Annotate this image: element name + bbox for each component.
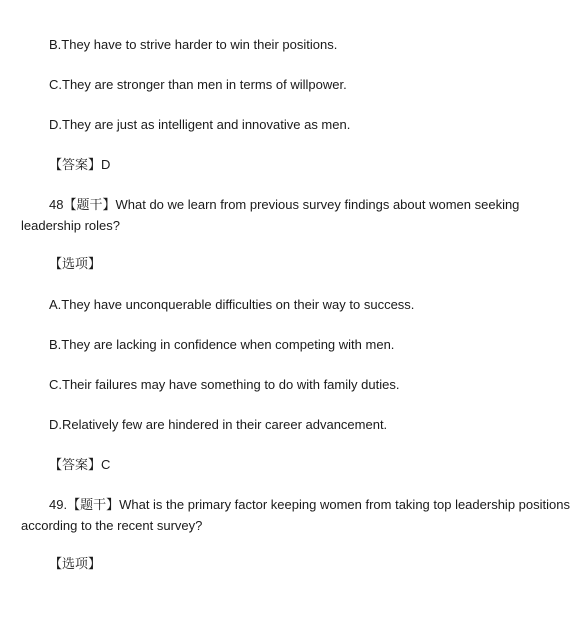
q48-answer-value: C — [101, 457, 111, 472]
q48-answer — [49, 455, 110, 475]
q49-stem-text: What is the primary factor keeping women from taking top leadership positions according to the recent survey? — [21, 497, 570, 533]
q48-option-b: B.They are lacking in confidence when competing with men. — [49, 337, 395, 352]
q48-option-a: A.They have unconquerable difficulties on their way to success. — [49, 297, 415, 312]
q48-answer-label: 【答案】 — [49, 458, 102, 473]
q47-answer-value: D — [101, 157, 111, 172]
q47-option-b: B.They have to strive harder to win their positions. — [49, 37, 338, 52]
q49-options-label: 【选项】 — [49, 557, 102, 572]
q48-option-d: D.Relatively few are hindered in their career advancement. — [49, 417, 388, 432]
q48-stem-text: What do we learn from previous survey findings about women seeking leadership roles? — [21, 197, 520, 233]
q47-answer — [49, 155, 110, 175]
q48-options-label: 【选项】 — [49, 257, 102, 272]
q48-number: 48 — [49, 197, 64, 212]
q48-option-c: C.Their failures may have something to do with family duties. — [49, 377, 400, 392]
q48-stem — [21, 195, 573, 236]
q47-option-d: D.They are just as intelligent and innovative as men. — [49, 117, 351, 132]
q49-number: 49. — [49, 497, 68, 512]
q49-stem — [21, 495, 573, 536]
q47-answer-label: 【答案】 — [49, 158, 102, 173]
q47-option-c: C.They are stronger than men in terms of willpower. — [49, 77, 347, 92]
q49-stem-label: 【题干】 — [67, 498, 120, 513]
q48-stem-label: 【题干】 — [63, 198, 116, 213]
